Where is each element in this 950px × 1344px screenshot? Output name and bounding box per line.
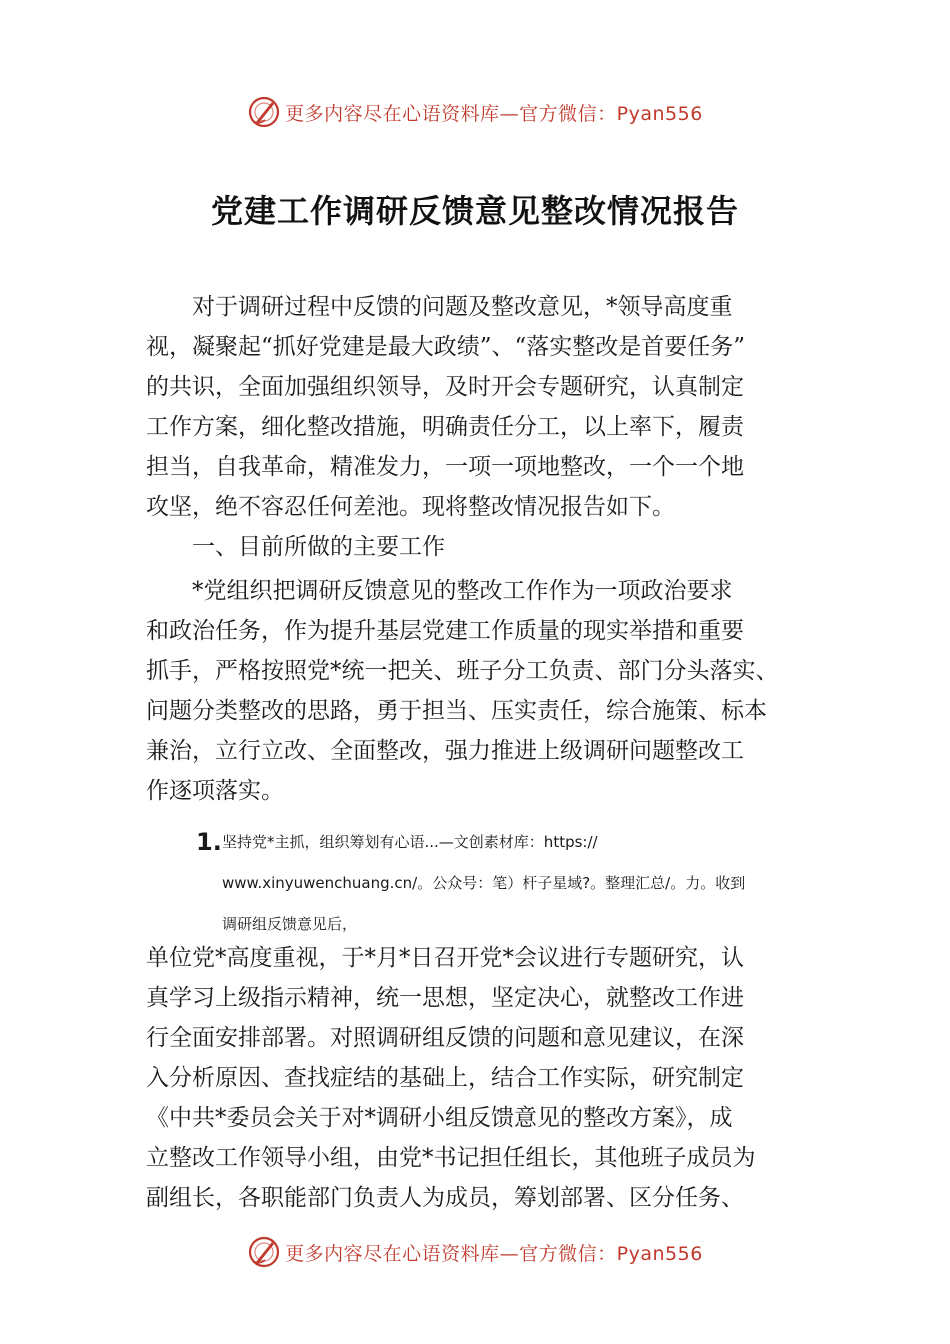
- paragraph-line: 立整改工作领导小组，由党*书记担任组长，其他班子成员为: [146, 1145, 756, 1171]
- paragraph-line: 对于调研过程中反馈的问题及整改意见，*领导高度重: [192, 294, 733, 320]
- numbered-item: [196, 822, 896, 945]
- banner-account: Pyan556: [616, 102, 703, 125]
- banner-text: 更多内容尽在心语资料库—官方微信：Pyan556: [285, 102, 703, 125]
- paragraph-line: 《中共*委员会关于对*调研小组反馈意见的整改方案》，成: [146, 1105, 733, 1131]
- paragraph-line: 入分析原因、查找症结的基础上，结合工作实际，研究制定: [146, 1065, 744, 1091]
- paragraph-line: 副组长，各职能部门负责人为成员，筹划部署、区分任务、: [146, 1185, 744, 1211]
- section-heading: 一、目前所做的主要工作: [192, 534, 445, 560]
- paragraph-line: 攻坚，绝不容忍任何差池。现将整改情况报告如下。: [146, 494, 675, 520]
- paragraph-line: 行全面安排部署。对照调研组反馈的问题和意见建议，在深: [146, 1025, 744, 1051]
- quill-seal-icon: [247, 95, 281, 129]
- paragraph-line: 的共识，全面加强组织领导，及时开会专题研究，认真制定: [146, 374, 744, 400]
- paragraph-line: 和政治任务，作为提升基层党建工作质量的现实举措和重要: [146, 618, 744, 644]
- paragraph-line: 作逐项落实。: [146, 778, 284, 804]
- document-title: 党建工作调研反馈意见整改情况报告: [210, 192, 739, 230]
- banner-text: 更多内容尽在心语资料库—官方微信：Pyan556: [285, 1242, 703, 1265]
- paragraph-line: 抓手，严格按照党*统一把关、班子分工负责、部门分头落实、: [146, 658, 779, 684]
- quill-seal-icon: [247, 1235, 281, 1269]
- paragraph-intro: [146, 287, 812, 527]
- item-line: 调研组反馈意见后，: [222, 915, 358, 933]
- banner-account: Pyan556: [616, 1242, 703, 1265]
- paragraph-continuation: [146, 938, 812, 1218]
- item-number: 1.: [196, 828, 222, 856]
- item-line: 坚持党*主抓，组织筹划有心语...—文创素材库：https://: [222, 833, 598, 851]
- paragraph-line: 视，凝聚起“抓好党建是最大政绩”、“落实整改是首要任务”: [146, 334, 746, 360]
- paragraph-line: *党组织把调研反馈意见的整改工作作为一项政治要求: [192, 578, 733, 604]
- paragraph-line: 真学习上级指示精神，统一思想，坚定决心，就整改工作进: [146, 985, 744, 1011]
- footer-banner: [0, 1232, 950, 1272]
- header-banner: [0, 92, 950, 132]
- paragraph-line: 单位党*高度重视，于*月*日召开党*会议进行专题研究，认: [146, 945, 744, 971]
- paragraph-line: 担当，自我革命，精准发力，一项一项地整改，一个一个地: [146, 454, 744, 480]
- paragraph-line: 兼治，立行立改、全面整改，强力推进上级调研问题整改工: [146, 738, 744, 764]
- paragraph-line: 工作方案，细化整改措施，明确责任分工，以上率下，履责: [146, 414, 744, 440]
- paragraph-main-work: [146, 571, 812, 811]
- paragraph-line: 问题分类整改的思路，勇于担当、压实责任，综合施策、标本: [146, 698, 767, 724]
- item-line: www.xinyuwenchuang.cn/。公众号：笔）杆子星域?。整理汇总/。力。收到: [222, 874, 746, 892]
